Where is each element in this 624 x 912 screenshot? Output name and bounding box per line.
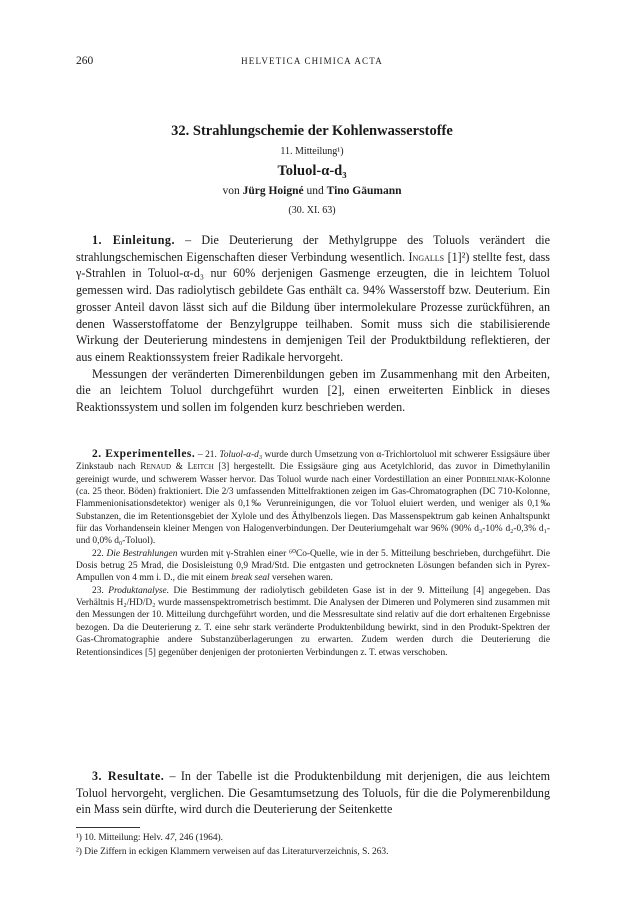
author-line xyxy=(76,185,548,197)
paragraph-number: 23. xyxy=(92,585,109,596)
paragraph-text: [3] hergestellt. Die Essigsäure ging aus Acetylchlorid, das zuvor in Dimethylanilin gereinigt wurde, und schwerem Wasser hervor. Das Toluol wurde nach einer Vordestillation an einer xyxy=(76,462,551,485)
paragraph xyxy=(76,232,550,366)
subsection-label: Die Bestrahlungen xyxy=(106,548,178,559)
section-heading: 2. Experimentelles. xyxy=(92,448,196,460)
paragraph: Messungen der veränderten Dimerenbildungen geben im Zusammenhang mit den Arbeiten, die an leichtem Toluol durchgeführt wurden [2], einen erweiterten Einblick in dieses Reaktionssystem und sollen im folgenden kurz beschrieben werden. xyxy=(76,366,550,415)
journal-name: HELVETICA CHIMICA ACTA xyxy=(241,56,383,66)
author-ref: Renaud xyxy=(140,462,172,473)
paragraph-text: versehen waren. xyxy=(269,573,333,584)
author-name: Jürg Hoigné xyxy=(242,185,304,197)
volume-number: 47 xyxy=(165,833,175,843)
received-date: (30. XI. 63) xyxy=(288,205,336,216)
paragraph xyxy=(76,768,550,818)
section-results xyxy=(76,768,550,818)
paragraph-text: wurde durch Umsetzung von α-Trichlortoluol mit schwerer Essigsäure über Zinkstaub nach xyxy=(76,450,551,473)
footnote xyxy=(76,832,550,846)
paragraph-text: – 21. xyxy=(195,450,220,460)
paragraph xyxy=(76,585,550,659)
author-name: Tino Gäumann xyxy=(326,185,402,197)
author-ref: Ingalls xyxy=(408,249,445,264)
paragraph-text: Die Bestimmung der radiolytisch gebildeten Gase ist in der 9. Mitteilung [4] angegeben. Das Verhältnis H₂/HD/D₂ wurde massenspektrometrisch bestimmt. Die Analysen der Dimeren und Polymeren sind zusammen mit den Messungen der 10. Mitteilung durchgeführt worden, und die Messresultate sind relativ auf die dort erhaltenen Ergebnisse bezogen. Da die Deuterierung z. T. eine sehr stark veränderte Produktenbildung bewirkt, sind in den Produkt-Spektren der Gas-Chromatographie andere Substanzüberlagerungen zu erwarten. Zudem werden durch die Deuterierung die Retentionsindices [5] gegenüber denjenigen der protonierten Verbindungen z. T. etwas verschoben. xyxy=(76,585,551,658)
running-head xyxy=(76,55,548,71)
footnote-text: , 246 (1964). xyxy=(174,833,223,843)
paragraph-text: – Die Deuterierung der Methylgruppe des Toluols verändert die strahlungschemischen Eigenschaften dieser Verbindung wesentlich. xyxy=(76,233,550,264)
article-subtitle: 11. Mitteilung¹) xyxy=(280,146,344,157)
subsection-label: Toluol-α-d₃ xyxy=(219,450,263,460)
footnote-text: ¹) 10. Mitteilung: Helv. xyxy=(76,833,166,843)
paragraph xyxy=(76,548,550,585)
footnote-divider xyxy=(76,827,140,828)
author-ref: Leitch xyxy=(187,462,214,473)
paragraph-text: wurden mit γ-Strahlen einer ⁶⁰Co-Quelle, wie in der 5. Mitteilung beschrieben, durchgeführt. Die Dosis betrug 25 Mrad, die Dosisleistung 0,9 Mrad/Std. Die entgasten und getrockneten Lösungen befanden sich in Pyrex-Ampullen von 4 mm i. D., die mit einem xyxy=(76,548,551,584)
paragraph xyxy=(76,448,550,548)
subsection-label: Produktanalyse. xyxy=(108,585,170,596)
author-conjunction: und xyxy=(306,185,324,197)
emphasized-term: break seal xyxy=(231,573,270,584)
section-experimental xyxy=(76,448,550,659)
footnote: ²) Die Ziffern in eckigen Klammern verweisen auf das Literaturverzeichnis, S. 263. xyxy=(76,846,389,857)
section-introduction xyxy=(76,232,550,416)
article-title: 32. Strahlungschemie der Kohlenwasserstoffe xyxy=(171,123,453,139)
paragraph-text: [1]²) stellte fest, dass γ-Strahlen in Toluol-α-d₃ nur 60% derjenigen Gasmenge erzeugten, die in leichtem Toluol gemessen wird. Das radiolytisch gebildete Gas enthält ca. 94% Wasserstoff bzw. Deuterium. Ein grosser Anteil davon lässt sich auf die Bildung über intermolekulare Prozesse zurückführen, an denen Wasserstoffatome der Benzylgruppe teilhaben. Somit muss sich die stabilisierende Wirkung der Deuterierung mindestens in demjenigen Teil der Produktbildung reflektieren, der aus einem Reaktionssystem freier Radikale hervorgeht. xyxy=(76,249,550,364)
paragraph-text: -Kolonne (ca. 25 theor. Böden) fraktioniert. Die 2/3 umfassenden Mittelfraktionen zeigen im Gas-Chromatographen (DC 710-Kolonne, Flammenionisationsdetektor) weniger als 0,1‰ Verunreinigungen, die vor Toluol eluiert werden, und weniger als 0,1‰ Substanzen, die im Retentionsgebiet der Xylole und des Äthylbenzols liegen. Das Massenspektrum gab keinen Anhaltspunkt für das Vorhandensein kleiner Mengen von Halogenverbindungen. Der Deuteriumgehalt war 96% (90% d₃-10% d₂-0,3% d₁-und 0,0% d₀-Toluol). xyxy=(76,474,550,547)
footnotes xyxy=(76,832,550,859)
author-prefix: von xyxy=(222,185,240,197)
paragraph-number: 22. xyxy=(92,548,107,559)
page-number: 260 xyxy=(76,55,94,67)
compound-title: Toluol-α-d₃ xyxy=(277,163,347,179)
section-heading: 3. Resultate. xyxy=(92,769,165,783)
author-ref: Podbielniak xyxy=(466,474,515,485)
section-heading: 1. Einleitung. xyxy=(92,233,176,247)
paragraph-text: & xyxy=(171,462,188,473)
paragraph-text: – In der Tabelle ist die Produktenbildung mit derjenigen, die aus leichtem Toluol hervorgeht, verglichen. Die Gesamtumsetzung des Toluols, für die die Polymerenbildung ein Mass sein dürfte, wird durch die Deuterierung der Seitenkette xyxy=(76,769,550,817)
